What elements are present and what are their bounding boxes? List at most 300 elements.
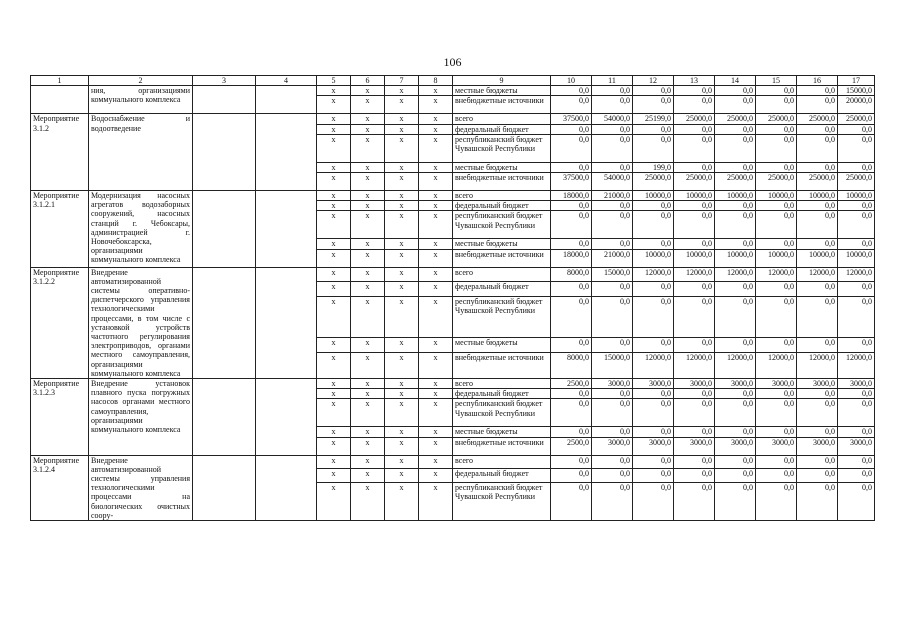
code-x-cell: х	[317, 297, 351, 338]
code-x-cell: х	[385, 211, 419, 239]
code-x-cell: х	[317, 191, 351, 201]
code-x-cell: х	[351, 389, 385, 399]
year-value: 3000,0	[756, 379, 797, 389]
year-value: 15000,0	[592, 352, 633, 378]
year-value: 0,0	[838, 124, 875, 134]
funding-source: федеральный бюджет	[453, 469, 551, 483]
funding-source: всего	[453, 379, 551, 389]
year-value: 0,0	[715, 96, 756, 114]
code-x-cell: х	[351, 469, 385, 483]
code-x-cell: х	[385, 379, 419, 389]
year-value: 0,0	[674, 124, 715, 134]
year-value: 0,0	[756, 297, 797, 338]
responsible-cell	[193, 267, 256, 378]
year-value: 0,0	[592, 124, 633, 134]
year-value: 2500,0	[551, 437, 592, 455]
year-value: 0,0	[715, 282, 756, 297]
responsible-cell	[193, 114, 256, 191]
year-value: 12000,0	[756, 352, 797, 378]
column-number: 15	[756, 76, 797, 86]
table-row	[31, 114, 875, 124]
code-x-cell: х	[351, 352, 385, 378]
code-x-cell: х	[351, 267, 385, 282]
year-value: 0,0	[551, 399, 592, 427]
column-number: 7	[385, 76, 419, 86]
code-x-cell: х	[419, 267, 453, 282]
year-value: 0,0	[715, 297, 756, 338]
activity-name: Внедрение автоматизированной системы управления технологическими процессами на биологических очистных соору-	[89, 455, 193, 520]
year-value: 0,0	[674, 96, 715, 114]
year-value: 0,0	[715, 134, 756, 162]
code-x-cell: х	[385, 201, 419, 211]
year-value: 0,0	[797, 124, 838, 134]
code-x-cell: х	[317, 483, 351, 521]
funding-source: внебюджетные источники	[453, 96, 551, 114]
year-value: 0,0	[551, 239, 592, 249]
code-x-cell: х	[351, 211, 385, 239]
year-value: 18000,0	[551, 191, 592, 201]
year-value: 3000,0	[592, 437, 633, 455]
year-value: 0,0	[838, 134, 875, 162]
responsible-cell	[193, 191, 256, 268]
year-value: 25199,0	[633, 114, 674, 124]
code-x-cell: х	[317, 173, 351, 191]
year-value: 25000,0	[838, 173, 875, 191]
code-x-cell: х	[351, 338, 385, 353]
year-value: 10000,0	[633, 249, 674, 267]
year-value: 12000,0	[633, 267, 674, 282]
year-value: 0,0	[756, 399, 797, 427]
code-x-cell: х	[317, 282, 351, 297]
year-value: 0,0	[797, 297, 838, 338]
year-value: 3000,0	[633, 379, 674, 389]
year-value: 0,0	[592, 427, 633, 437]
year-value: 0,0	[756, 134, 797, 162]
year-value: 0,0	[838, 399, 875, 427]
funding-source: федеральный бюджет	[453, 201, 551, 211]
year-value: 0,0	[633, 483, 674, 521]
code-x-cell: х	[385, 455, 419, 469]
year-value: 0,0	[551, 455, 592, 469]
year-value: 54000,0	[592, 114, 633, 124]
year-value: 37500,0	[551, 173, 592, 191]
code-x-cell: х	[317, 134, 351, 162]
year-value: 0,0	[756, 427, 797, 437]
year-value: 10000,0	[756, 191, 797, 201]
column-number-row	[31, 76, 875, 86]
year-value: 0,0	[838, 297, 875, 338]
year-value: 0,0	[838, 338, 875, 353]
year-value: 0,0	[633, 96, 674, 114]
year-value: 10000,0	[674, 191, 715, 201]
code-x-cell: х	[385, 389, 419, 399]
year-value: 0,0	[633, 389, 674, 399]
year-value: 0,0	[838, 211, 875, 239]
year-value: 0,0	[551, 86, 592, 96]
year-value: 0,0	[633, 455, 674, 469]
year-value: 0,0	[551, 134, 592, 162]
code-x-cell: х	[351, 96, 385, 114]
year-value: 0,0	[633, 399, 674, 427]
year-value: 0,0	[756, 96, 797, 114]
code-x-cell: х	[385, 124, 419, 134]
funding-source: внебюджетные источники	[453, 437, 551, 455]
year-value: 3000,0	[838, 379, 875, 389]
year-value: 0,0	[592, 96, 633, 114]
code-x-cell: х	[419, 96, 453, 114]
year-value: 0,0	[674, 389, 715, 399]
year-value: 0,0	[715, 162, 756, 172]
code-x-cell: х	[351, 134, 385, 162]
year-value: 0,0	[674, 282, 715, 297]
year-value: 0,0	[674, 201, 715, 211]
column-number: 4	[256, 76, 317, 86]
year-value: 25000,0	[838, 114, 875, 124]
year-value: 0,0	[797, 162, 838, 172]
funding-source: местные бюджеты	[453, 239, 551, 249]
year-value: 0,0	[797, 201, 838, 211]
code-x-cell: х	[419, 389, 453, 399]
code-x-cell: х	[351, 114, 385, 124]
funding-source: местные бюджеты	[453, 86, 551, 96]
year-value: 25000,0	[756, 173, 797, 191]
year-value: 199,0	[633, 162, 674, 172]
code-x-cell: х	[351, 427, 385, 437]
year-value: 0,0	[633, 427, 674, 437]
activity-code: Мероприятие 3.1.2.1	[31, 191, 89, 268]
code-x-cell: х	[351, 173, 385, 191]
year-value: 12000,0	[674, 352, 715, 378]
activity-code: Мероприятие 3.1.2.4	[31, 455, 89, 520]
code-x-cell: х	[351, 399, 385, 427]
column-number: 13	[674, 76, 715, 86]
year-value: 0,0	[756, 455, 797, 469]
code-x-cell: х	[317, 124, 351, 134]
funding-source: республиканский бюджет Чувашской Республики	[453, 134, 551, 162]
code-x-cell: х	[317, 114, 351, 124]
year-value: 10000,0	[633, 191, 674, 201]
code-x-cell: х	[419, 201, 453, 211]
code-x-cell: х	[351, 201, 385, 211]
year-value: 0,0	[756, 483, 797, 521]
year-value: 0,0	[715, 483, 756, 521]
code-x-cell: х	[385, 352, 419, 378]
year-value: 0,0	[633, 124, 674, 134]
activity-code	[31, 86, 89, 114]
code-x-cell: х	[317, 338, 351, 353]
year-value: 0,0	[797, 211, 838, 239]
table-row	[31, 267, 875, 282]
year-value: 12000,0	[715, 267, 756, 282]
column-number: 16	[797, 76, 838, 86]
year-value: 0,0	[838, 469, 875, 483]
code-x-cell: х	[385, 483, 419, 521]
year-value: 0,0	[674, 86, 715, 96]
code-x-cell: х	[419, 86, 453, 96]
code-x-cell: х	[419, 124, 453, 134]
year-value: 0,0	[797, 96, 838, 114]
year-value: 0,0	[551, 389, 592, 399]
code-x-cell: х	[317, 162, 351, 172]
code-x-cell: х	[351, 483, 385, 521]
year-value: 0,0	[551, 427, 592, 437]
year-value: 0,0	[756, 282, 797, 297]
code-x-cell: х	[317, 239, 351, 249]
activity-name: Внедрение автоматизированной системы оперативно-диспетчерского управления технологическими процессами, в том числе с установкой устройств частотного регулирования электроприводов, органами местного самоуправления, организациями коммунального комплекса	[89, 267, 193, 378]
code-x-cell: х	[317, 211, 351, 239]
year-value: 10000,0	[797, 249, 838, 267]
year-value: 0,0	[838, 427, 875, 437]
code-x-cell: х	[419, 483, 453, 521]
year-value: 0,0	[838, 483, 875, 521]
year-value: 0,0	[592, 86, 633, 96]
year-value: 0,0	[797, 483, 838, 521]
year-value: 0,0	[674, 483, 715, 521]
year-value: 0,0	[797, 455, 838, 469]
co-executors-cell	[256, 379, 317, 456]
activity-code: Мероприятие 3.1.2.2	[31, 267, 89, 378]
co-executors-cell	[256, 114, 317, 191]
year-value: 0,0	[674, 338, 715, 353]
funding-source: внебюджетные источники	[453, 249, 551, 267]
column-number: 6	[351, 76, 385, 86]
year-value: 25000,0	[756, 114, 797, 124]
code-x-cell: х	[419, 211, 453, 239]
code-x-cell: х	[351, 282, 385, 297]
code-x-cell: х	[385, 86, 419, 96]
year-value: 25000,0	[797, 173, 838, 191]
funding-source: республиканский бюджет Чувашской Республики	[453, 297, 551, 338]
year-value: 12000,0	[838, 352, 875, 378]
year-value: 0,0	[715, 211, 756, 239]
year-value: 0,0	[756, 162, 797, 172]
year-value: 0,0	[592, 469, 633, 483]
year-value: 0,0	[756, 211, 797, 239]
year-value: 3000,0	[715, 379, 756, 389]
budget-table	[30, 75, 875, 521]
year-value: 0,0	[797, 86, 838, 96]
code-x-cell: х	[419, 282, 453, 297]
funding-source: республиканский бюджет Чувашской Республики	[453, 399, 551, 427]
code-x-cell: х	[385, 427, 419, 437]
year-value: 0,0	[633, 86, 674, 96]
code-x-cell: х	[419, 191, 453, 201]
column-number: 5	[317, 76, 351, 86]
code-x-cell: х	[419, 427, 453, 437]
year-value: 0,0	[715, 338, 756, 353]
year-value: 0,0	[715, 389, 756, 399]
year-value: 0,0	[838, 282, 875, 297]
year-value: 0,0	[592, 389, 633, 399]
year-value: 3000,0	[797, 379, 838, 389]
code-x-cell: х	[385, 191, 419, 201]
year-value: 0,0	[592, 297, 633, 338]
year-value: 0,0	[756, 389, 797, 399]
code-x-cell: х	[385, 297, 419, 338]
table-row	[31, 455, 875, 469]
activity-code: Мероприятие 3.1.2.3	[31, 379, 89, 456]
year-value: 0,0	[551, 96, 592, 114]
activity-name: Внедрение установок плавного пуска погружных насосов органами местного самоуправления, организациями коммунального комплекса	[89, 379, 193, 456]
year-value: 0,0	[633, 282, 674, 297]
table-row	[31, 86, 875, 96]
year-value: 12000,0	[715, 352, 756, 378]
code-x-cell: х	[385, 96, 419, 114]
column-number: 10	[551, 76, 592, 86]
year-value: 0,0	[674, 297, 715, 338]
year-value: 0,0	[838, 239, 875, 249]
code-x-cell: х	[419, 379, 453, 389]
year-value: 0,0	[633, 338, 674, 353]
co-executors-cell	[256, 455, 317, 520]
year-value: 0,0	[715, 455, 756, 469]
code-x-cell: х	[419, 297, 453, 338]
co-executors-cell	[256, 191, 317, 268]
year-value: 12000,0	[756, 267, 797, 282]
year-value: 0,0	[633, 134, 674, 162]
column-number: 1	[31, 76, 89, 86]
year-value: 0,0	[715, 399, 756, 427]
year-value: 10000,0	[674, 249, 715, 267]
year-value: 21000,0	[592, 249, 633, 267]
year-value: 0,0	[715, 124, 756, 134]
code-x-cell: х	[351, 249, 385, 267]
year-value: 25000,0	[674, 114, 715, 124]
code-x-cell: х	[351, 124, 385, 134]
funding-source: федеральный бюджет	[453, 389, 551, 399]
activity-name: ния, организациями коммунального комплекса	[89, 86, 193, 114]
code-x-cell: х	[419, 338, 453, 353]
funding-source: республиканский бюджет Чувашской Республики	[453, 211, 551, 239]
year-value: 0,0	[797, 282, 838, 297]
year-value: 0,0	[551, 124, 592, 134]
year-value: 10000,0	[715, 191, 756, 201]
year-value: 0,0	[592, 162, 633, 172]
year-value: 0,0	[715, 201, 756, 211]
year-value: 0,0	[838, 455, 875, 469]
year-value: 0,0	[797, 134, 838, 162]
year-value: 0,0	[838, 389, 875, 399]
year-value: 3000,0	[838, 437, 875, 455]
year-value: 0,0	[797, 399, 838, 427]
code-x-cell: х	[351, 297, 385, 338]
year-value: 25000,0	[797, 114, 838, 124]
year-value: 0,0	[633, 211, 674, 239]
year-value: 0,0	[592, 282, 633, 297]
year-value: 18000,0	[551, 249, 592, 267]
code-x-cell: х	[419, 249, 453, 267]
funding-source: всего	[453, 114, 551, 124]
code-x-cell: х	[351, 379, 385, 389]
year-value: 25000,0	[715, 173, 756, 191]
year-value: 0,0	[797, 469, 838, 483]
funding-source: федеральный бюджет	[453, 124, 551, 134]
responsible-cell	[193, 86, 256, 114]
code-x-cell: х	[419, 455, 453, 469]
year-value: 0,0	[797, 427, 838, 437]
year-value: 0,0	[674, 469, 715, 483]
code-x-cell: х	[351, 86, 385, 96]
year-value: 10000,0	[756, 249, 797, 267]
column-number: 8	[419, 76, 453, 86]
code-x-cell: х	[317, 469, 351, 483]
code-x-cell: х	[385, 338, 419, 353]
column-number: 2	[89, 76, 193, 86]
year-value: 10000,0	[838, 249, 875, 267]
code-x-cell: х	[317, 389, 351, 399]
column-number: 17	[838, 76, 875, 86]
activity-name: Модернизация насосных агрегатов водозаборных сооружений, насосных станций г. Чебоксары, администрацией г. Новочебоксарска, организациями коммунального комплекса	[89, 191, 193, 268]
year-value: 0,0	[674, 211, 715, 239]
year-value: 0,0	[592, 201, 633, 211]
year-value: 25000,0	[715, 114, 756, 124]
code-x-cell: х	[317, 379, 351, 389]
year-value: 0,0	[551, 162, 592, 172]
code-x-cell: х	[385, 399, 419, 427]
year-value: 0,0	[551, 483, 592, 521]
year-value: 0,0	[592, 239, 633, 249]
code-x-cell: х	[385, 239, 419, 249]
code-x-cell: х	[317, 201, 351, 211]
year-value: 0,0	[551, 201, 592, 211]
year-value: 3000,0	[797, 437, 838, 455]
year-value: 0,0	[674, 134, 715, 162]
year-value: 0,0	[551, 338, 592, 353]
year-value: 25000,0	[674, 173, 715, 191]
column-number: 11	[592, 76, 633, 86]
column-number: 12	[633, 76, 674, 86]
code-x-cell: х	[385, 173, 419, 191]
year-value: 0,0	[592, 399, 633, 427]
year-value: 0,0	[756, 124, 797, 134]
year-value: 0,0	[551, 297, 592, 338]
co-executors-cell	[256, 267, 317, 378]
year-value: 25000,0	[633, 173, 674, 191]
year-value: 12000,0	[797, 352, 838, 378]
year-value: 12000,0	[838, 267, 875, 282]
year-value: 20000,0	[838, 96, 875, 114]
code-x-cell: х	[351, 239, 385, 249]
year-value: 0,0	[592, 134, 633, 162]
year-value: 12000,0	[674, 267, 715, 282]
year-value: 0,0	[551, 282, 592, 297]
code-x-cell: х	[385, 469, 419, 483]
code-x-cell: х	[317, 427, 351, 437]
code-x-cell: х	[385, 134, 419, 162]
code-x-cell: х	[419, 114, 453, 124]
year-value: 0,0	[633, 469, 674, 483]
year-value: 0,0	[756, 469, 797, 483]
code-x-cell: х	[317, 267, 351, 282]
code-x-cell: х	[351, 162, 385, 172]
year-value: 0,0	[674, 399, 715, 427]
column-number: 3	[193, 76, 256, 86]
page-number: 106	[443, 55, 462, 69]
column-number: 9	[453, 76, 551, 86]
code-x-cell: х	[351, 455, 385, 469]
year-value: 2500,0	[551, 379, 592, 389]
code-x-cell: х	[317, 455, 351, 469]
column-number: 14	[715, 76, 756, 86]
year-value: 0,0	[592, 338, 633, 353]
activity-name: Водоснабжение и водоотведение	[89, 114, 193, 191]
year-value: 0,0	[756, 338, 797, 353]
year-value: 3000,0	[633, 437, 674, 455]
code-x-cell: х	[317, 96, 351, 114]
funding-source: всего	[453, 455, 551, 469]
year-value: 0,0	[633, 239, 674, 249]
code-x-cell: х	[419, 469, 453, 483]
